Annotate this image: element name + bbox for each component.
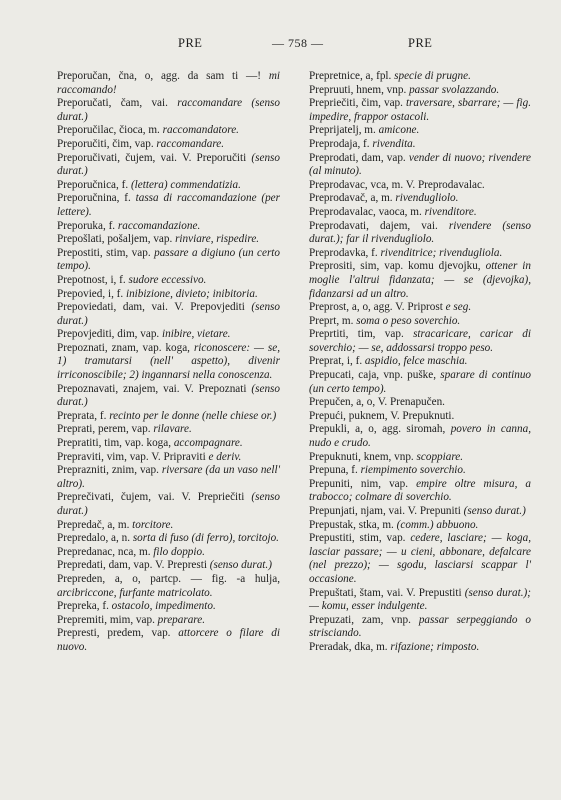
entry-headword: Preprodavati, dajem, vai. [309,219,438,232]
entry-headword: Preprodavka, f. [309,246,378,259]
entry-translation: attorcere o filare di nuovo. [57,627,281,653]
entry-headword: Prepresti, predem, vap. [57,627,171,640]
entry-translation: specie di prugne. [394,70,471,82]
entry-translation: (senso durat.) [57,301,281,327]
entry-headword: Preprt, m. [309,314,354,327]
entry-translation: e seg. [445,301,472,314]
dictionary-entry [57,546,280,560]
entry-translation: amicone. [378,124,420,137]
dictionary-entry [309,505,531,519]
entry-headword: Preporučati, čam, vai. [57,97,168,110]
dictionary-entry [309,124,531,138]
entry-headword: Preporučnica, f. [57,178,129,191]
dictionary-entry [57,342,280,383]
entry-headword: Prepucati, caja, vnp. puške, [309,369,437,382]
dictionary-entry [309,355,531,369]
entry-translation: recinto per le donne (nelle chiese or.) [109,409,277,422]
entry-translation: sudore eccessivo. [128,273,207,286]
entry-headword: Prepreden, a, o, partcp. — fig. -a hulja, [57,572,280,585]
entry-headword: Prepustak, stka, m. [309,518,394,531]
entry-headword: Prepovied, i, f. [57,287,124,300]
entry-headword: Preprata, f. [57,409,107,422]
dictionary-entry [309,532,531,586]
entry-headword: Prepošlati, pošaljem, vap. [57,233,173,246]
entry-translation: (senso durat.); — komu, esser indulgente. [309,586,532,613]
entry-headword: Preprat, i, f. [309,355,363,368]
entry-translation: raccomandare. [156,137,225,150]
entry-headword: Preprodati, dam, vap. [309,151,406,164]
entry-headword: Preprazniti, znim, vap. [57,464,159,477]
entry-translation: traversare, sbarrare; — fig. impedire, frappor ostacoli. [309,97,531,123]
entry-translation: riempimento soverchio. [360,464,466,477]
entry-headword: Prepotnost, i, f. [57,273,126,286]
entry-translation: scoppiare. [416,450,464,463]
dictionary-entry [309,423,531,450]
dictionary-entry [309,587,531,614]
entry-translation: aspidio, felce maschia. [364,355,468,368]
dictionary-entry [309,641,531,655]
entry-translation: arcibriccone, furfante matricolato. [57,586,213,599]
entry-headword: Preporučivati, čujem, vai. V. Preporučiti [57,151,247,164]
dictionary-entry [309,301,531,315]
entry-headword: Prepriečiti, čim, vap. [309,97,403,110]
dictionary-entry [309,192,531,206]
entry-translation: rivenditore. [424,205,477,218]
entry-headword: Preprodavac, vca, m. V. Preprodavalac. [309,178,485,191]
entry-headword: Prepuštati, štam, vai. V. Prepustiti [309,586,462,599]
entry-translation: riversare (da un vaso nell' altro). [57,464,281,490]
entry-translation: rivendere (senso durat.); far il rivendugliolo. [309,219,531,246]
entry-headword: Prepovjediti, dim, vap. [57,328,160,341]
dictionary-entry [309,70,531,84]
dictionary-entry [309,260,531,301]
entry-translation: soma o peso soverchio. [356,314,461,327]
dictionary-entry [57,627,280,654]
dictionary-entry [309,138,531,152]
page-number: — 758 — [272,36,324,50]
entry-translation: e deriv. [208,450,242,463]
entry-headword: Prepraviti, vim, vap. V. Pripraviti [57,450,206,463]
dictionary-entry [57,328,280,342]
entry-headword: Preradak, dka, m. [309,640,388,653]
entry-translation: (senso durat.) [209,559,272,572]
entry-headword: Prepući, puknem, V. Prepuknuti. [309,409,455,422]
entry-translation: empire oltre misura, a trabocco; colmare di soverchio. [309,477,531,504]
entry-translation: raccomandazione. [117,219,201,232]
entry-translation: ostacolo, impedimento. [111,600,216,613]
dictionary-entry [57,451,280,465]
entry-headword: Preporučan, čna, o, agg. da sam ti —! [57,70,261,82]
dictionary-entry [57,138,280,152]
dictionary-entry [309,247,531,261]
entry-headword: Prepredanac, nca, m. [57,545,151,558]
entry-headword: Preprositi, sim, vap. komu djevojku, [309,260,481,273]
dictionary-entry [57,559,280,573]
entry-headword: Preprijatelj, m. [309,124,376,137]
entry-headword: Preprečivati, čujem, vai. V. Prepriečiti [57,491,245,504]
entry-translation: passare a digiuno (un certo tempo). [57,246,281,273]
entry-translation: rivendugliolo. [395,192,459,205]
dictionary-entry [309,614,531,641]
entry-headword: Preporučiti, čim, vap. [57,137,154,150]
entry-translation: ottener in moglie l'altrui fidanzata; — se (djevojka), fidanzarsi ad un altro. [309,260,531,300]
dictionary-entry [57,288,280,302]
entry-headword: Prepoznati, znam, vap. koga, [57,341,190,354]
dictionary-entry [309,179,531,193]
entry-translation: vender di nuovo; rivendere (al minuto). [309,151,531,178]
entry-translation: raccomandatore. [162,124,239,137]
entry-headword: Preprtiti, tim, vap. [309,328,404,341]
entry-translation: sorta di fuso (di ferro), torcitojo. [132,532,279,545]
dictionary-entry [57,124,280,138]
left-column [57,70,280,655]
dictionary-entry [57,301,280,328]
entry-translation: sparare di continuo (un certo tempo). [309,369,532,395]
dictionary-entry [57,70,280,97]
dictionary-entry [309,410,531,424]
dictionary-entry [57,464,280,491]
entry-headword: Prepoznavati, znajem, vai. V. Prepoznati [57,382,247,395]
dictionary-entry [309,206,531,220]
dictionary-entry [57,179,280,193]
entry-headword: Prepunjati, njam, vai. V. Prepuniti [309,505,461,517]
entry-translation: cedere, lasciare; — koga, lasciar passare; — u cieni, abbonare, defalcare (nel prezzo); — sgodu, lasciarsi scappar l' occasione. [309,532,531,585]
entry-translation: (senso durat.) [57,151,281,178]
entry-headword: Prepuknuti, knem, vnp. [309,450,414,463]
entry-headword: Preprodavalac, vaoca, m. [309,205,422,218]
dictionary-entry [57,233,280,247]
dictionary-entry [57,437,280,451]
entry-headword: Prepretnice, a, fpl. [309,70,392,82]
dictionary-entry [57,600,280,614]
entry-headword: Prepredati, dam, vap. V. Prepresti [57,559,207,572]
dictionary-entry [309,315,531,329]
dictionary-entry [57,614,280,628]
entry-translation: preparare. [157,613,206,626]
entry-translation: riconoscere: — se, 1) tramutarsi (nell' aspetto), divenir irriconoscibile; 2) ingannarsi nella conoscenza. [57,341,281,382]
dictionary-entry [309,464,531,478]
entry-headword: Preporuka, f. [57,219,116,232]
entry-translation: raccomandare (senso durat.) [57,97,280,123]
entry-headword: Prepredač, a, m. [57,518,130,531]
dictionary-entry [309,84,531,98]
dictionary-entry [309,451,531,465]
entry-headword: Prepreka, f. [57,600,109,613]
entry-translation: (lettera) commendatizia. [130,178,241,191]
dictionary-entry [309,396,531,410]
entry-headword: Prepostiti, stim, vap. [57,246,151,259]
entry-headword: Preprati, perem, vap. [57,423,151,436]
entry-headword: Prepredalo, a, n. [57,532,131,545]
entry-translation: (comm.) abbuono. [396,518,479,531]
dictionary-entry [57,410,280,424]
entry-translation: mi raccomando! [57,70,280,96]
dictionary-entry [309,152,531,179]
entry-translation: rinviare, rispedire. [175,233,260,246]
entry-translation: rifazione; rimposto. [390,640,480,653]
entry-headword: Prepoviedati, dam, vai. V. Prepovjediti [57,301,245,314]
dictionary-entry [57,220,280,234]
dictionary-entry [309,220,531,247]
entry-headword: Prepruuti, hnem, vnp. [309,83,407,96]
entry-translation: torcitore. [132,518,174,531]
entry-translation: accompagnare. [173,437,243,450]
dictionary-entry [57,97,280,124]
entry-translation: stracaricare, caricar di soverchio; — se, addossarsi troppo peso. [309,328,532,354]
dictionary-entry [309,478,531,505]
right-column [309,70,531,655]
dictionary-entry [57,247,280,274]
entry-headword: Prepustiti, stim, vap. [309,532,406,545]
dictionary-entry [57,532,280,546]
header-right-guideword: PRE [408,36,433,50]
dictionary-entry [57,383,280,410]
entry-translation: rilavare. [153,423,192,436]
entry-translation: rivenditrice; rivendugliola. [380,246,503,259]
entry-translation: (senso durat.) [57,382,280,409]
dictionary-entry [309,369,531,396]
entry-headword: Prepuna, f. [309,464,358,477]
dictionary-entry [57,274,280,288]
entry-translation: (senso durat.) [463,505,526,517]
entry-translation: inibire, vietare. [162,328,231,341]
dictionary-entry [309,519,531,533]
dictionary-entry [309,97,531,124]
dictionary-entry [57,192,280,219]
dictionary-entry [57,491,280,518]
entry-translation: passar svolazzando. [409,83,500,96]
entry-headword: Preporučnina, f. [57,192,131,205]
entry-headword: Preprodavač, a, m. [309,192,393,205]
entry-translation: rivendita. [372,137,416,150]
entry-headword: Prepučen, a, o, V. Prenapučen. [309,396,445,409]
header-left-guideword: PRE [178,36,203,50]
entry-headword: Prepukli, a, o, agg. siromah, [309,423,446,436]
entry-headword: Prepratiti, tim, vap. koga, [57,437,172,450]
entry-translation: povero in canna, nudo e crudo. [309,423,531,450]
entry-translation: filo doppio. [153,545,205,558]
entry-translation: inibizione, divieto; inibitoria. [125,287,258,300]
entry-translation: passar serpeggiando o strisciando. [309,613,531,640]
dictionary-entry [57,519,280,533]
dictionary-entry [57,423,280,437]
entry-headword: Prepuzati, zam, vnp. [309,613,411,626]
dictionary-entry [309,328,531,355]
entry-headword: Prepuniti, nim, vap. [309,477,409,490]
entry-headword: Preprodaja, f. [309,137,370,150]
dictionary-entry [57,152,280,179]
dictionary-entry [57,573,280,600]
entry-headword: Prepremiti, mim, vap. [57,613,155,626]
entry-translation: (senso durat.) [57,491,280,517]
entry-headword: Preporučilac, čioca, m. [57,124,160,137]
entry-translation: tassa di raccomandazione (per lettere). [57,192,280,218]
entry-headword: Preprost, a, o, agg. V. Priprost [309,301,443,314]
